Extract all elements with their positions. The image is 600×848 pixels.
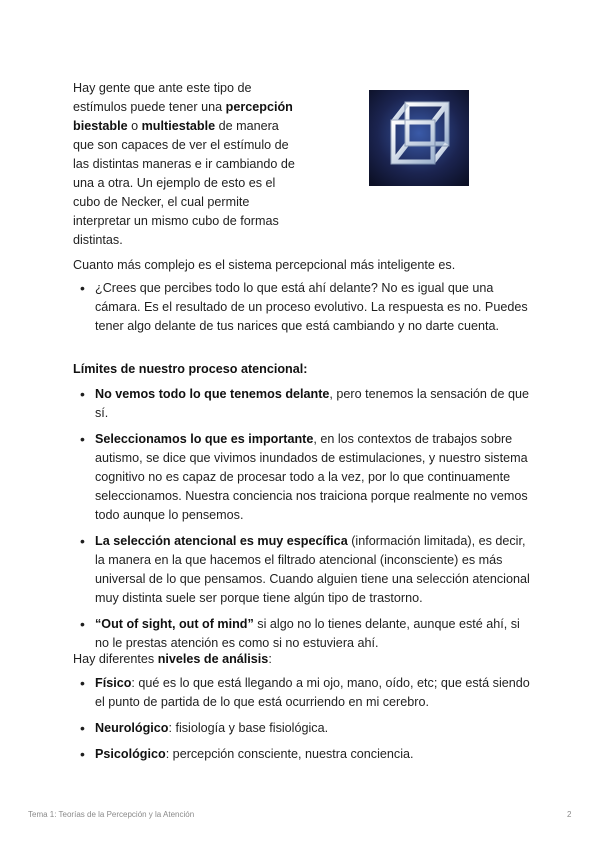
list-item: • Seleccionamos lo que es importante, en los contextos de trabajos sobre autismo, se dice que vivimos inundados de estimulaciones, y nuestro sistema cognitivo no es capaz de procesar todo a la vez, por lo que continuamente seleccionamos. Nuestra conciencia nos traiciona porque realmente no vemos todo aunque lo pensemos. [73, 430, 533, 525]
question-list [73, 279, 533, 336]
list-item: • Neurológico: fisiología y base fisiológica. [73, 719, 533, 738]
list-item: • “Out of sight, out of mind” si algo no lo tienes delante, aunque esté ahí, si no le prestas atención es como si no estuviera ahí. [73, 615, 533, 653]
complexity-paragraph: Cuanto más complejo es el sistema percepcional más inteligente es. [73, 258, 456, 272]
intro-bold-biestable: percepción biestable [73, 100, 293, 133]
page-number: 2 [567, 810, 572, 819]
list-item: • La selección atencional es muy específica (información limitada), es decir, la manera en la que hacemos el filtrado atencional (inconsciente) es más universal de lo que pensamos. Cuando alguien tiene una selección atencional muy distinta suele ser porque tiene algún tipo de trastorno. [73, 532, 533, 608]
levels-intro: Hay diferentes niveles de análisis: [73, 652, 272, 666]
list-item: • Psicológico: percepción consciente, nuestra conciencia. [73, 745, 533, 764]
list-item: • No vemos todo lo que tenemos delante, pero tenemos la sensación de que sí. [73, 385, 533, 423]
necker-cube-image [369, 90, 469, 186]
limits-list [73, 385, 533, 653]
intro-text-2: o [127, 119, 142, 133]
footer-title: Tema 1: Teorías de la Percepción y la Atención [28, 810, 195, 819]
levels-list [73, 674, 533, 764]
intro-bold-multiestable: multiestable [141, 119, 216, 133]
intro-paragraph [73, 79, 301, 250]
list-item: • Físico: qué es lo que está llegando a mi ojo, mano, oído, etc; que está siendo el punto de partida de lo que está ocurriendo en mi cerebro. [73, 674, 533, 712]
intro-text-3: de manera que son capaces de ver el estímulo de las distintas maneras e ir cambiando de una a otra. Un ejemplo de esto es el cubo de Necker, el cual permite interpretar un mismo cubo de formas distintas. [73, 119, 295, 247]
limits-heading: Límites de nuestro proceso atencional: [73, 362, 308, 376]
intro-text-1: Hay gente que ante este tipo de estímulos puede tener una [73, 81, 252, 114]
list-item: • ¿Crees que percibes todo lo que está ahí delante? No es igual que una cámara. Es el resultado de un proceso evolutivo. La respuesta es no. Puedes tener algo delante de tus narices que está cambiando y no darte cuenta. [73, 279, 533, 336]
